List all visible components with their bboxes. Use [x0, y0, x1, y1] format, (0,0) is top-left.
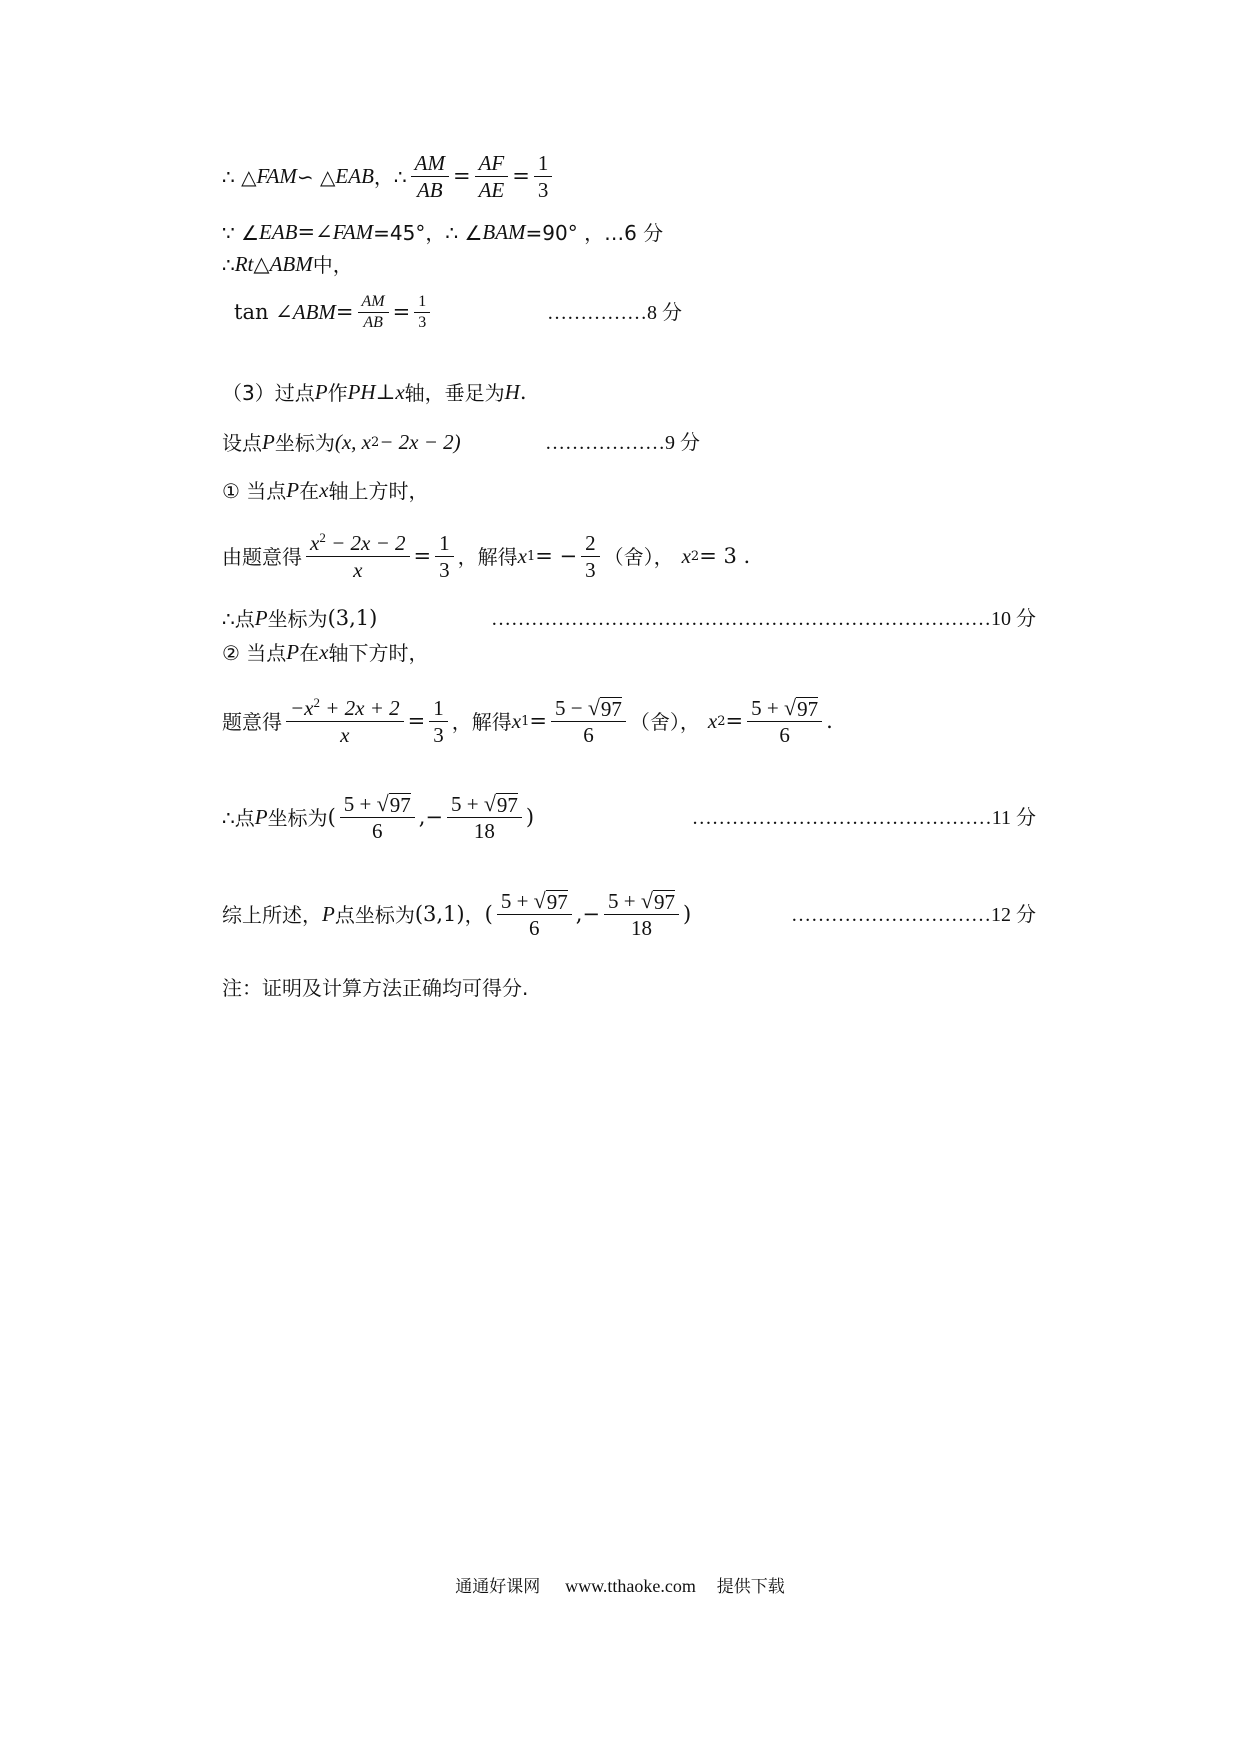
line-set-point — [222, 432, 700, 453]
text: x — [395, 380, 405, 404]
line-case2 — [222, 642, 1040, 663]
subscript: 1 — [526, 549, 536, 565]
text: x — [681, 544, 691, 569]
footer-tail: 提供下载 — [716, 1577, 785, 1597]
text: 在 — [299, 478, 320, 503]
numerator: 1 — [435, 530, 454, 557]
equals-sign: = — [452, 164, 471, 189]
text: 坐标为 — [267, 805, 328, 830]
fraction — [306, 530, 410, 584]
numerator: 5 + √ 97 — [747, 695, 822, 722]
text: ⊥ — [375, 380, 396, 404]
fraction — [447, 791, 522, 845]
text: FAM — [256, 164, 297, 189]
text: =45°，∴ ∠ — [373, 220, 483, 245]
text: ∽ △ — [296, 164, 336, 189]
text: P — [286, 640, 300, 664]
text: H — [504, 380, 520, 404]
text: EAB — [335, 164, 374, 189]
text: 轴，垂足为 — [404, 380, 505, 405]
text: = 3 . — [699, 544, 751, 569]
text: ,− — [575, 902, 601, 927]
fraction — [497, 888, 572, 942]
text: P — [262, 430, 275, 454]
text: ABM — [292, 300, 336, 324]
numerator: AM — [411, 150, 449, 177]
line-case1-equation — [222, 530, 1040, 584]
fraction — [286, 695, 404, 749]
denominator: 6 — [583, 723, 594, 748]
numerator: 1 — [414, 292, 430, 313]
text: x — [319, 478, 329, 502]
fraction — [340, 791, 415, 845]
numerator: AF — [475, 150, 509, 177]
denominator: 3 — [418, 314, 427, 331]
line-summary — [222, 888, 1036, 942]
line-note — [222, 978, 1040, 998]
text: （舍）， — [603, 544, 674, 569]
fraction — [747, 695, 822, 749]
fraction — [581, 530, 600, 584]
line-case2-equation — [222, 695, 1040, 749]
fraction — [435, 530, 454, 584]
denominator: x — [353, 558, 363, 583]
text: =∠ — [297, 220, 333, 244]
text: x — [517, 544, 527, 569]
score-mark: ……………8 分 — [547, 301, 682, 324]
denominator: 6 — [529, 916, 540, 941]
text: − 2x − 2) — [379, 430, 461, 454]
denominator: AE — [478, 178, 505, 203]
fraction — [358, 292, 389, 333]
line-case2-result — [222, 791, 1036, 845]
text: ，解得 — [457, 544, 518, 569]
text: ，∴ — [373, 164, 407, 189]
denominator: AB — [416, 178, 443, 203]
fraction — [604, 888, 679, 942]
numerator: 5 + √ 97 — [604, 888, 679, 915]
numerator: 1 — [429, 695, 448, 722]
score-mark: ………………9 分 — [545, 431, 700, 454]
text: 坐标为 — [274, 430, 335, 455]
fraction — [475, 150, 509, 204]
text: 设点 — [222, 430, 262, 455]
text: x — [511, 709, 522, 734]
fraction — [411, 150, 449, 204]
text: P — [314, 380, 328, 404]
text: 在 — [299, 640, 320, 665]
page-footer — [0, 1572, 1240, 1597]
text: ) — [682, 902, 692, 927]
text: ∴ — [222, 252, 235, 277]
text: Rt — [234, 252, 254, 276]
numerator: 5 + √ 97 — [447, 791, 522, 818]
text: ,− — [418, 805, 443, 830]
numerator: AM — [358, 292, 389, 313]
text: FAM — [332, 220, 374, 244]
denominator: 6 — [371, 819, 383, 844]
text: = − — [535, 544, 578, 569]
text: P — [254, 606, 268, 630]
text: △ — [253, 252, 270, 276]
text: ( — [327, 805, 336, 830]
line-case1 — [222, 480, 1040, 501]
fraction — [534, 150, 553, 204]
text: . — [519, 380, 527, 404]
footer-url[interactable]: www.tthaoke.com — [565, 1576, 696, 1596]
sqrt-symbol: √ 97 — [640, 888, 675, 914]
text: ∵ ∠ — [222, 220, 260, 245]
text: = — [725, 709, 744, 734]
text: ② 当点 — [222, 640, 287, 665]
text: 点坐标为 — [334, 902, 415, 927]
text: x — [707, 709, 718, 734]
note-text: 注：证明及计算方法正确均可得分. — [222, 976, 529, 1000]
text: （3）过点 — [222, 380, 315, 405]
denominator: x — [340, 723, 350, 748]
score-mark: ………………………………………11 分 — [691, 806, 1036, 829]
denominator: 3 — [537, 178, 549, 203]
score-mark: …………………………12 分 — [791, 903, 1036, 926]
text: 轴下方时， — [328, 640, 429, 665]
numerator: 5 − √ 97 — [551, 695, 626, 722]
equals-sign: = — [407, 709, 426, 734]
text: ∴ △ — [222, 164, 257, 189]
numerator: 5 + √ 97 — [340, 791, 415, 818]
text: ABM — [269, 252, 313, 276]
equals-sign: = — [413, 544, 432, 569]
line-angles — [222, 222, 1040, 243]
numerator: 5 + √ 97 — [497, 888, 572, 915]
numerator: $-x^2 + 2x + 2$ — [286, 695, 404, 722]
text: 综上所述， — [222, 902, 322, 927]
fraction — [429, 695, 448, 749]
text: 作 — [327, 380, 348, 405]
text: 轴上方时， — [328, 478, 429, 503]
text: (x, x — [334, 430, 371, 454]
text: P — [322, 902, 335, 927]
superscript: 2 — [370, 435, 380, 450]
text: . — [826, 709, 833, 734]
equals-sign: = — [392, 300, 411, 324]
numerator: 1 — [534, 150, 553, 177]
sqrt-symbol: √ 97 — [533, 888, 568, 914]
subscript: 2 — [690, 549, 700, 565]
numerator: $x^2 - 2x - 2$ — [306, 530, 410, 557]
line-similar-triangles — [222, 150, 1040, 204]
fraction — [551, 695, 626, 749]
text: ，解得 — [451, 709, 512, 734]
text: x — [319, 640, 329, 664]
score-mark: …………………………………………………………………10 分 — [491, 607, 1036, 630]
denominator: 3 — [433, 723, 444, 748]
denominator: 3 — [585, 558, 596, 583]
text: ① 当点 — [222, 478, 287, 503]
text: (3,1) — [327, 606, 378, 630]
denominator: AB — [363, 314, 383, 331]
text: P — [254, 805, 268, 830]
text: ) — [525, 805, 535, 830]
text: （舍）， — [629, 709, 700, 734]
denominator: 6 — [779, 723, 790, 748]
equals-sign: = — [512, 164, 530, 189]
text: P — [286, 478, 300, 502]
denominator: 3 — [439, 558, 450, 583]
sqrt-symbol: √ 97 — [587, 695, 622, 721]
subscript: 1 — [521, 714, 530, 730]
text: ， — [464, 902, 485, 927]
line-case1-result — [222, 608, 1036, 629]
text: = — [335, 300, 354, 324]
footer-site: 通通好课网 — [455, 1577, 541, 1597]
text: (3,1) — [414, 902, 465, 927]
numerator: 2 — [581, 530, 600, 557]
text: = — [529, 709, 547, 734]
text: tan ∠ — [234, 300, 293, 324]
text: EAB — [259, 220, 298, 244]
sqrt-symbol: √ 97 — [376, 791, 411, 817]
line-part3 — [222, 382, 1040, 403]
text: 由题意得 — [222, 544, 302, 569]
denominator: 18 — [630, 916, 652, 941]
text: ∴点 — [222, 606, 255, 631]
fraction — [414, 292, 430, 333]
text: 题意得 — [222, 709, 282, 734]
subscript: 2 — [717, 714, 726, 730]
text: PH — [347, 380, 376, 404]
text: ( — [484, 902, 493, 927]
sqrt-symbol: √ 97 — [783, 695, 819, 721]
line-tan — [234, 292, 682, 333]
line-right-triangle — [222, 254, 1040, 275]
denominator: 18 — [473, 819, 495, 844]
sqrt-symbol: √ 97 — [483, 791, 518, 817]
text: =90° ，…6 分 — [525, 220, 664, 245]
text: 中， — [312, 252, 353, 277]
text: ∴点 — [222, 805, 255, 830]
text: 坐标为 — [267, 606, 328, 631]
text: BAM — [482, 220, 526, 244]
